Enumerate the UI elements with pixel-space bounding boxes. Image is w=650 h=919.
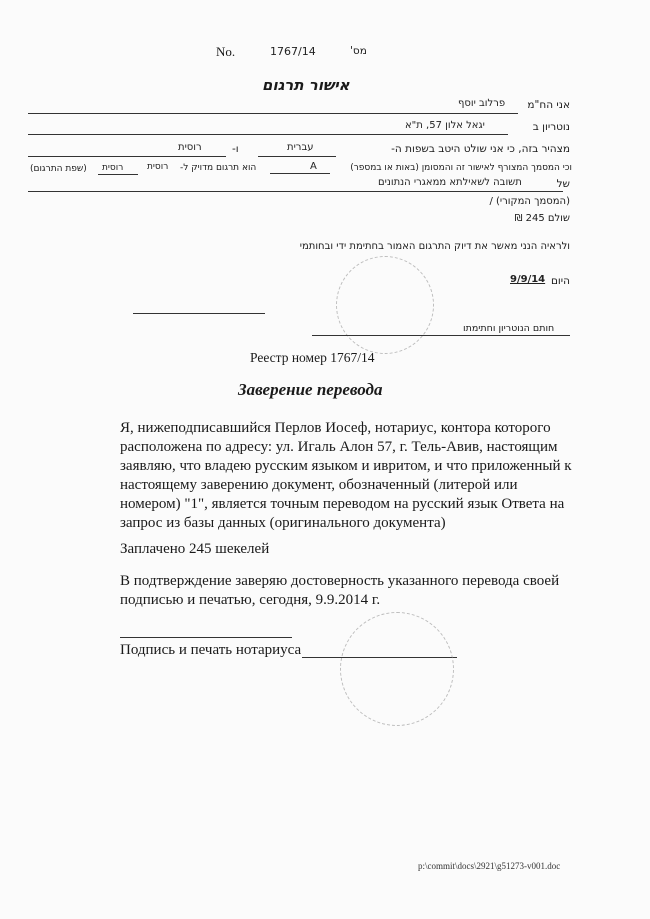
he-signature-rule-left	[133, 313, 265, 314]
he-line5-value: תשובה לשאילתא ממאגרי הנתונים	[378, 177, 522, 188]
he-line2-value: יגאל אלון 57, ת"א	[405, 120, 485, 131]
ru-confirm	[120, 572, 576, 610]
notary-stamp-bottom	[340, 612, 454, 726]
he-lang-from: עברית	[287, 142, 314, 153]
ru-signature-label: Подпись и печать нотариуса	[120, 642, 302, 658]
he-mark-value: A	[310, 161, 317, 172]
notary-stamp-top	[336, 256, 434, 354]
he-line1-rule	[28, 113, 518, 114]
he-end-lang-rule	[98, 174, 138, 175]
he-lang-to-rule	[28, 156, 226, 157]
ru-confirm-line2: подписью и печатью, сегодня, 9.9.2014 г.	[120, 592, 381, 608]
he-line2-rule	[28, 134, 508, 135]
he-line4-mid: הוא תרגום מדויק ל-	[180, 163, 257, 173]
he-lang-from-rule	[258, 156, 336, 157]
he-line4-end-lang: רוסית	[102, 163, 124, 173]
ru-title: Заверение перевода	[238, 380, 383, 399]
he-lang-to: רוסית	[178, 142, 202, 153]
he-lang-sep: ו-	[232, 143, 239, 155]
he-line4-text: וכי המסמך המצורף לאישור זה והמסומן (באות או במספר)	[350, 163, 572, 173]
ru-body	[120, 419, 576, 533]
he-line1-value: פרלוב יוסף	[458, 98, 506, 109]
he-line3-text: מצהיר בזה, כי אני שולט היטב בשפות ה-	[391, 143, 570, 155]
he-line7-text: שולם 245 ₪	[514, 213, 570, 224]
ru-body-line2: расположена по адресу: ул. Игаль Алон 57, г. Тель-Авив, настоящим	[120, 439, 558, 455]
he-sign-label: חותם הנוטריון וחתימתו	[463, 323, 555, 334]
ru-signature-rule-left	[120, 637, 292, 638]
footer-file-path: p:\commit\docs\2921\g51273-v001.doc	[418, 861, 561, 871]
he-line2-label: נוטריון ב	[532, 121, 570, 133]
ru-body-line4: настоящему заверению документ, обозначенный (литерой или	[120, 477, 518, 493]
he-line5-rule	[28, 191, 563, 192]
he-line8-text: ולראיה הנני מאשר את דיוק התרגום האמור בחתימת ידי ובחותמי	[299, 241, 570, 252]
ru-body-line1: Я, нижеподписавшийся Перлов Иосеф, нотариус, контора которого	[120, 420, 551, 436]
ru-registry: Реестр номер 1767/14	[250, 350, 375, 365]
he-mark-rule	[270, 173, 330, 174]
ru-body-line6: запрос из базы данных (оригинального документа)	[120, 515, 446, 531]
doc-no-label: No.	[216, 44, 236, 59]
he-line1-label: אני הח"מ	[527, 99, 570, 111]
he-line5-prefix: של	[556, 178, 570, 190]
he-line4-lang: רוסית	[147, 162, 169, 172]
hebrew-title: אישור תרגום	[262, 76, 350, 94]
ru-paid: Заплачено 245 шекелей	[120, 541, 270, 557]
ru-body-line3: заявляю, что владею русским языком и ивритом, и что приложенный к	[120, 458, 572, 474]
he-date-label: היום	[550, 275, 570, 287]
he-sign-rule	[312, 335, 570, 336]
he-date-value: 9/9/14	[510, 274, 546, 285]
he-line6-text: (המסמך המקורי) /	[489, 196, 570, 207]
doc-mis-label: מס'	[350, 45, 367, 57]
ru-confirm-line1: В подтверждение заверяю достоверность указанного перевода своей	[120, 573, 560, 589]
ru-body-line5: номером) "1", является точным переводом на русский язык Ответа на	[120, 496, 565, 512]
he-line4-end-label: (שפת התרגום)	[30, 164, 87, 174]
doc-number: 1767/14	[270, 45, 316, 58]
